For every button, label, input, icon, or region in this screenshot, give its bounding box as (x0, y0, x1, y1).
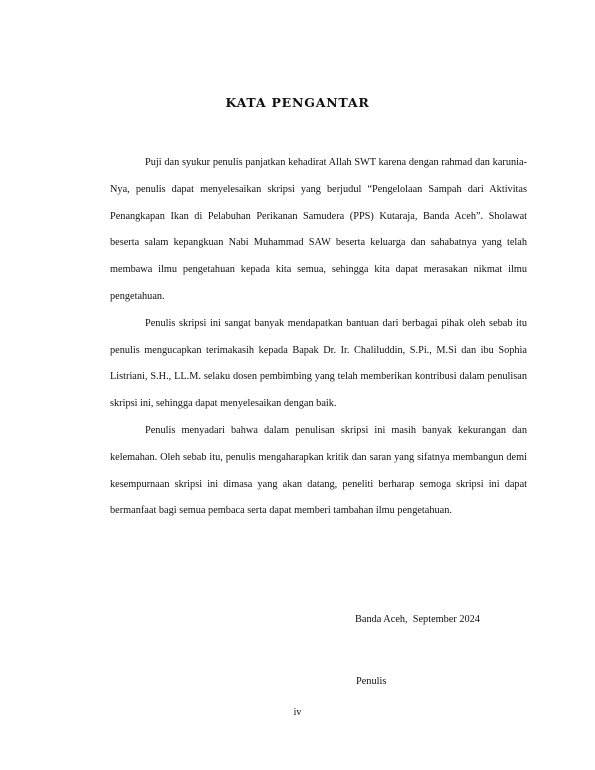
page-number: iv (293, 707, 302, 718)
paragraph-1: Puji dan syukur penulis panjatkan kehadirat Allah SWT karena dengan rahmad dan karunia-Nya, penulis dapat menyelesaikan skripsi yang berjudul “Pengelolaan Sampah dari Aktivitas Penangkapan Ikan di Pelabuhan Perikanan Samudera (PPS) Kutaraja, Banda Aceh”. Sholawat beserta salam kepangkuan Nabi Muhammad SAW beserta keluarga dan sahabatnya yang telah membawa ilmu pengetahuan kepada kita semua, sehingga kita dapat merasakan nikmat ilmu pengetahuan. (110, 157, 527, 302)
body-text (110, 150, 527, 525)
paragraph-2: Penulis skripsi ini sangat banyak mendapatkan bantuan dari berbagai pihak oleh sebab itu penulis mengucapkan terimakasih kepada Bapak Dr. Ir. Chaliluddin, S.Pi., M.Si dan ibu Sophia Listriani, S.H., LL.M. selaku dosen pembimbing yang telah memberikan kontribusi dalam penulisan skripsi ini, sehingga dapat menyelesaikan dengan baik. (110, 317, 527, 410)
place-date: Banda Aceh, September 2024 (355, 614, 480, 625)
paragraph-3: Penulis menyadari bahwa dalam penulisan skripsi ini masih banyak kekurangan dan kelemahan. Oleh sebab itu, penulis mengaharapkan kritik dan saran yang sifatnya membangun demi kesempurnaan skripsi ini dimasa yang akan datang, peneliti berharap semoga skripsi ini dapat bermanfaat bagi semua pembaca serta dapat memberi tambahan ilmu pengetahuan. (110, 424, 527, 517)
page-title: KATA PENGANTAR (225, 95, 370, 110)
author-signature: Penulis (356, 676, 387, 687)
